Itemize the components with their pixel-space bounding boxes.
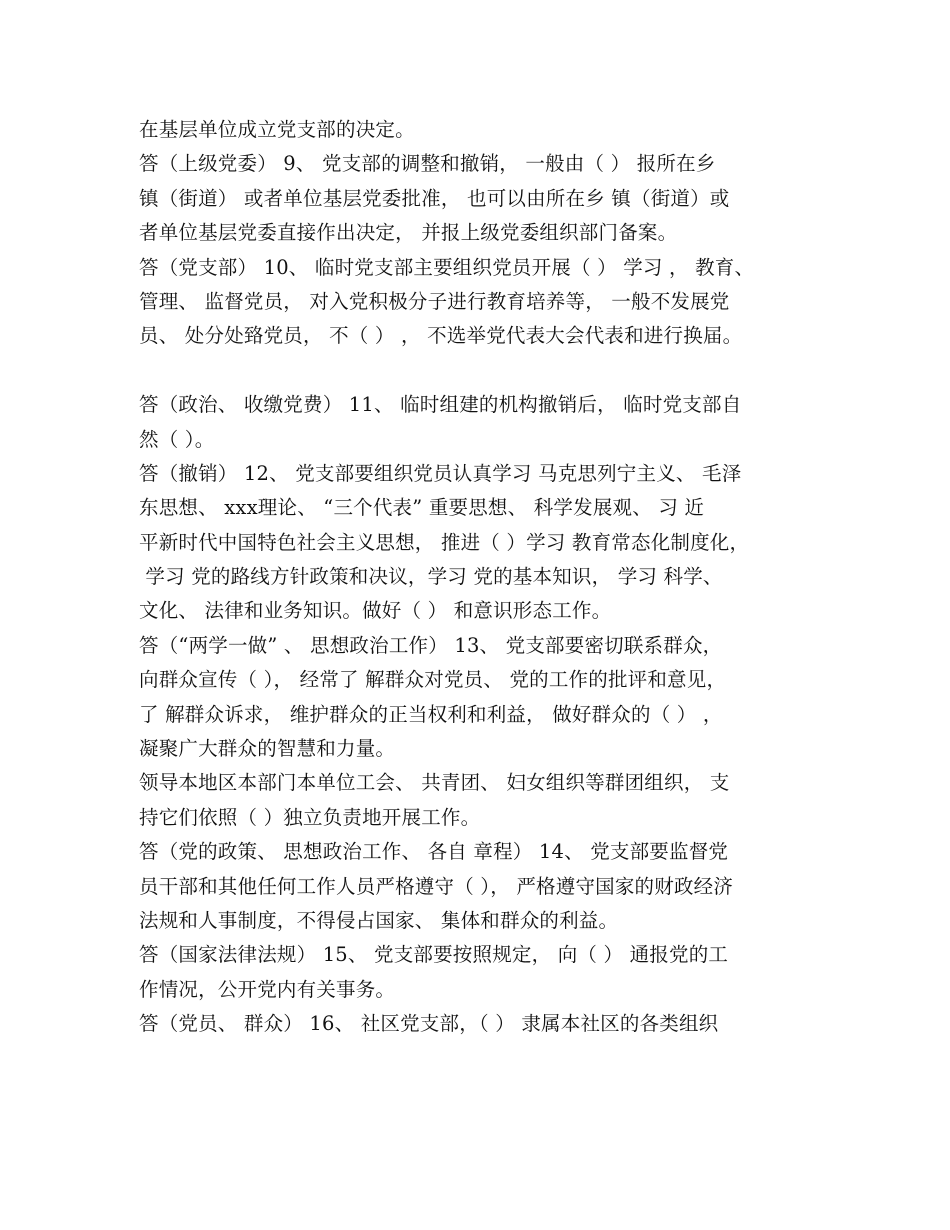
text-line: 在基层单位成立党支部的决定。: [139, 118, 415, 141]
text-line: 镇（街道） 或者单位基层党委批准， 也可以由所在乡 镇（街道）或: [139, 186, 730, 210]
text-line: 法规和人事制度，不得侵占国家、 集体和群众的利益。: [139, 908, 619, 932]
text-line: 答（党支部） 10、 临时党支部主要组织党员开展（ ） 学习 ， 教育、: [139, 255, 755, 279]
text-line: 员、 处分处臵党员， 不（ ） ， 不选举党代表大会代表和进行换届。: [139, 324, 743, 348]
text-line: 者单位基层党委直接作出决定， 并报上级党委组织部门备案。: [139, 221, 678, 245]
blank-line: [139, 354, 839, 388]
text-line: 东思想、 xxx理论、 “三个代表” 重要思想、 科学发展观、 习 近: [139, 496, 705, 520]
text-line: 作情况，公开党内有关事务。: [139, 977, 396, 1001]
text-line: 答（国家法律法规） 15、 党支部要按照规定， 向（ ） 通报党的工: [139, 943, 729, 967]
text-line: 领导本地区本部门本单位工会、 共青团、 妇女组织等群团组织， 支: [139, 771, 730, 795]
text-line: 然（ ）。: [139, 427, 215, 451]
text-line: 管理、 监督党员， 对入党积极分子进行教育培养等， 一般不发展党: [139, 289, 730, 313]
text-line: 平新时代中国特色社会主义思想， 推进（ ）学习 教育常态化制度化，: [139, 530, 750, 554]
document-body: [139, 113, 839, 1042]
text-line: 凝聚广大群众的智慧和力量。: [139, 737, 396, 761]
text-line: 向群众宣传（ ）， 经常了 解群众对党员、 党的工作的批评和意见，: [139, 668, 727, 692]
text-line: 答（政治、 收缴党费） 11、 临时组建的机构撤销后， 临时党支部自: [139, 393, 742, 417]
text-line: 答（“两学一做” 、 思想政治工作） 13、 党支部要密切联系群众，: [139, 633, 723, 657]
text-line: 持它们依照（ ）独立负责地开展工作。: [139, 805, 481, 829]
text-line: 答（上级党委） 9、 党支部的调整和撤销， 一般由（ ） 报所在乡: [139, 152, 716, 176]
text-line: 学习 党的路线方针政策和决议，学习 党的基本知识， 学习 科学、: [139, 565, 723, 589]
text-line: 文化、 法律和业务知识。做好（ ） 和意识形态工作。: [139, 599, 612, 623]
text-line: 答（党的政策、 思想政治工作、 各自 章程） 14、 党支部要监督党: [139, 840, 729, 864]
text-line: 答（党员、 群众） 16、 社区党支部，（ ） 隶属本社区的各类组织: [139, 1012, 719, 1036]
text-line: 员干部和其他任何工作人员严格遵守（ ）， 严格遵守国家的财政经济: [139, 874, 734, 898]
text-line: 了 解群众诉求， 维护群众的正当权利和利益， 做好群众的（ ） ，: [139, 702, 723, 726]
text-line: 答（撤销） 12、 党支部要组织党员认真学习 马克思列宁主义、 毛泽: [139, 461, 742, 485]
